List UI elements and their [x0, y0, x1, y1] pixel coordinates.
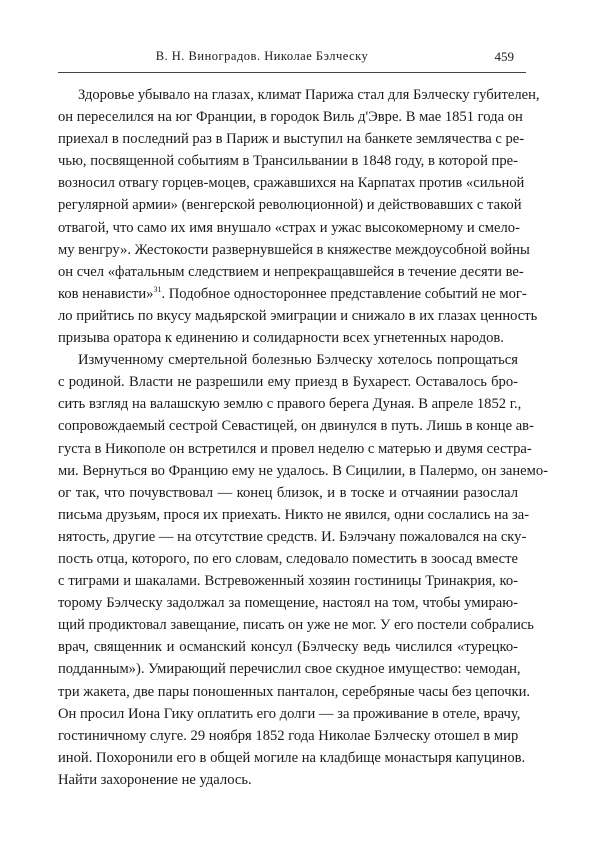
text-line: чью, посвященной событиям в Трансильвании в 1848 году, в которой пре- [58, 153, 518, 170]
text-line: Здоровье убывало на глазах, климат Парижа стал для Бэлческу губителен, [78, 87, 540, 103]
text-line: три жакета, две пары поношенных панталон, серебряные часы без цепочки. [58, 683, 531, 700]
footnote-marker: 31 [153, 284, 162, 294]
text-line: регулярной армии» (венгерской революционной) и действовавших с такой [58, 197, 522, 214]
text-line: му венгру». Жестокости развернувшейся в княжестве междоусобной войны [58, 241, 530, 258]
paragraph [58, 349, 548, 791]
body-text [58, 84, 548, 791]
text-line: гостиничному слуге. 29 ноября 1852 года Николае Бэлческу отошел в мир [58, 727, 519, 744]
text-line: с тиграми и шакалами. Встревоженный хозяин гостиницы Тринакрия, ко- [58, 573, 518, 590]
text-line: Измученному смертельной болезнью Бэлческу хотелось попрощаться [78, 352, 518, 369]
text-line: торому Бэлческу задолжал за помещение, настоял на том, чтобы умираю- [58, 595, 518, 612]
text-line: письма друзьям, прося их приехать. Никто не явился, одни сослались на за- [58, 506, 530, 523]
text-line: возносил отвагу горцев-моцев, сражавшихся на Карпатах против «сильной [58, 175, 525, 192]
text-line-end: . Подобное одностороннее представление событий не мог- [161, 285, 527, 302]
text-line-start: ков ненависти» [58, 285, 154, 302]
header-rule [58, 72, 526, 73]
page-number: 459 [494, 49, 514, 64]
text-line: сопровождаемый сестрой Севастицей, он двинулся в путь. Лишь в конце ав- [58, 418, 534, 435]
text-line: врач, священник и османский консул (Бэлческу ведь числился «турецко- [58, 639, 518, 656]
text-line: сить взгляд на валашскую землю с правого берега Дуная. В апреле 1852 г., [58, 396, 522, 413]
text-line: Найти захоронение не удалось. [58, 771, 252, 788]
text-line: ло прийтись по вкусу мадьярской эмиграции и снижало в их глазах ценность [58, 307, 538, 324]
text-line: призыва оратора к единению и солидарности всех угнетенных народов. [58, 330, 504, 347]
running-header [58, 47, 526, 65]
text-line: он переселился на юг Франции, в городок Виль д'Эвре. В мае 1851 года он [58, 109, 523, 126]
text-line: пость отца, которого, по его словам, следовало поместить в зоосад вместе [58, 550, 518, 567]
text-line [58, 283, 527, 305]
text-line: щий продиктовал завещание, писать он уже не мог. У его постели собрались [58, 617, 534, 634]
text-line: иной. Похоронили его в общей могиле на кладбище монастыря капуцинов. [58, 749, 526, 766]
text-line: ми. Вернуться во Францию ему не удалось. В Сицилии, в Палермо, он занемо- [58, 462, 548, 479]
text-line: отвагой, что само их имя внушало «страх и ужас высокомерному и смело- [58, 219, 520, 236]
text-line: нятость, другие — на отсутствие средств. И. Бэлэчану пожаловался на ску- [58, 528, 527, 545]
text-line: он счел «фатальным следствием и непрекращавшейся в течение десяти ве- [58, 263, 524, 280]
text-line: густа в Никополе он встретился и провел неделю с матерью и двумя сестра- [58, 440, 532, 457]
text-line: с родиной. Власти не разрешили ему приезд в Бухарест. Оставалось бро- [58, 374, 518, 391]
text-line: ог так, что почувствовал — конец близок, и в тоске и отчаянии разослал [58, 484, 518, 501]
text-line: подданным»). Умирающий перечислил свое скудное имущество: чемодан, [58, 661, 521, 678]
text-line: Он просил Иона Гику оплатить его долги — за проживание в отеле, врачу, [58, 705, 521, 722]
text-line: приехал в последний раз в Париж и выступил на банкете землячества с ре- [58, 131, 525, 148]
running-head-title: В. Н. Виноградов. Николае Бэлческу [155, 49, 369, 63]
paragraph [58, 84, 540, 349]
